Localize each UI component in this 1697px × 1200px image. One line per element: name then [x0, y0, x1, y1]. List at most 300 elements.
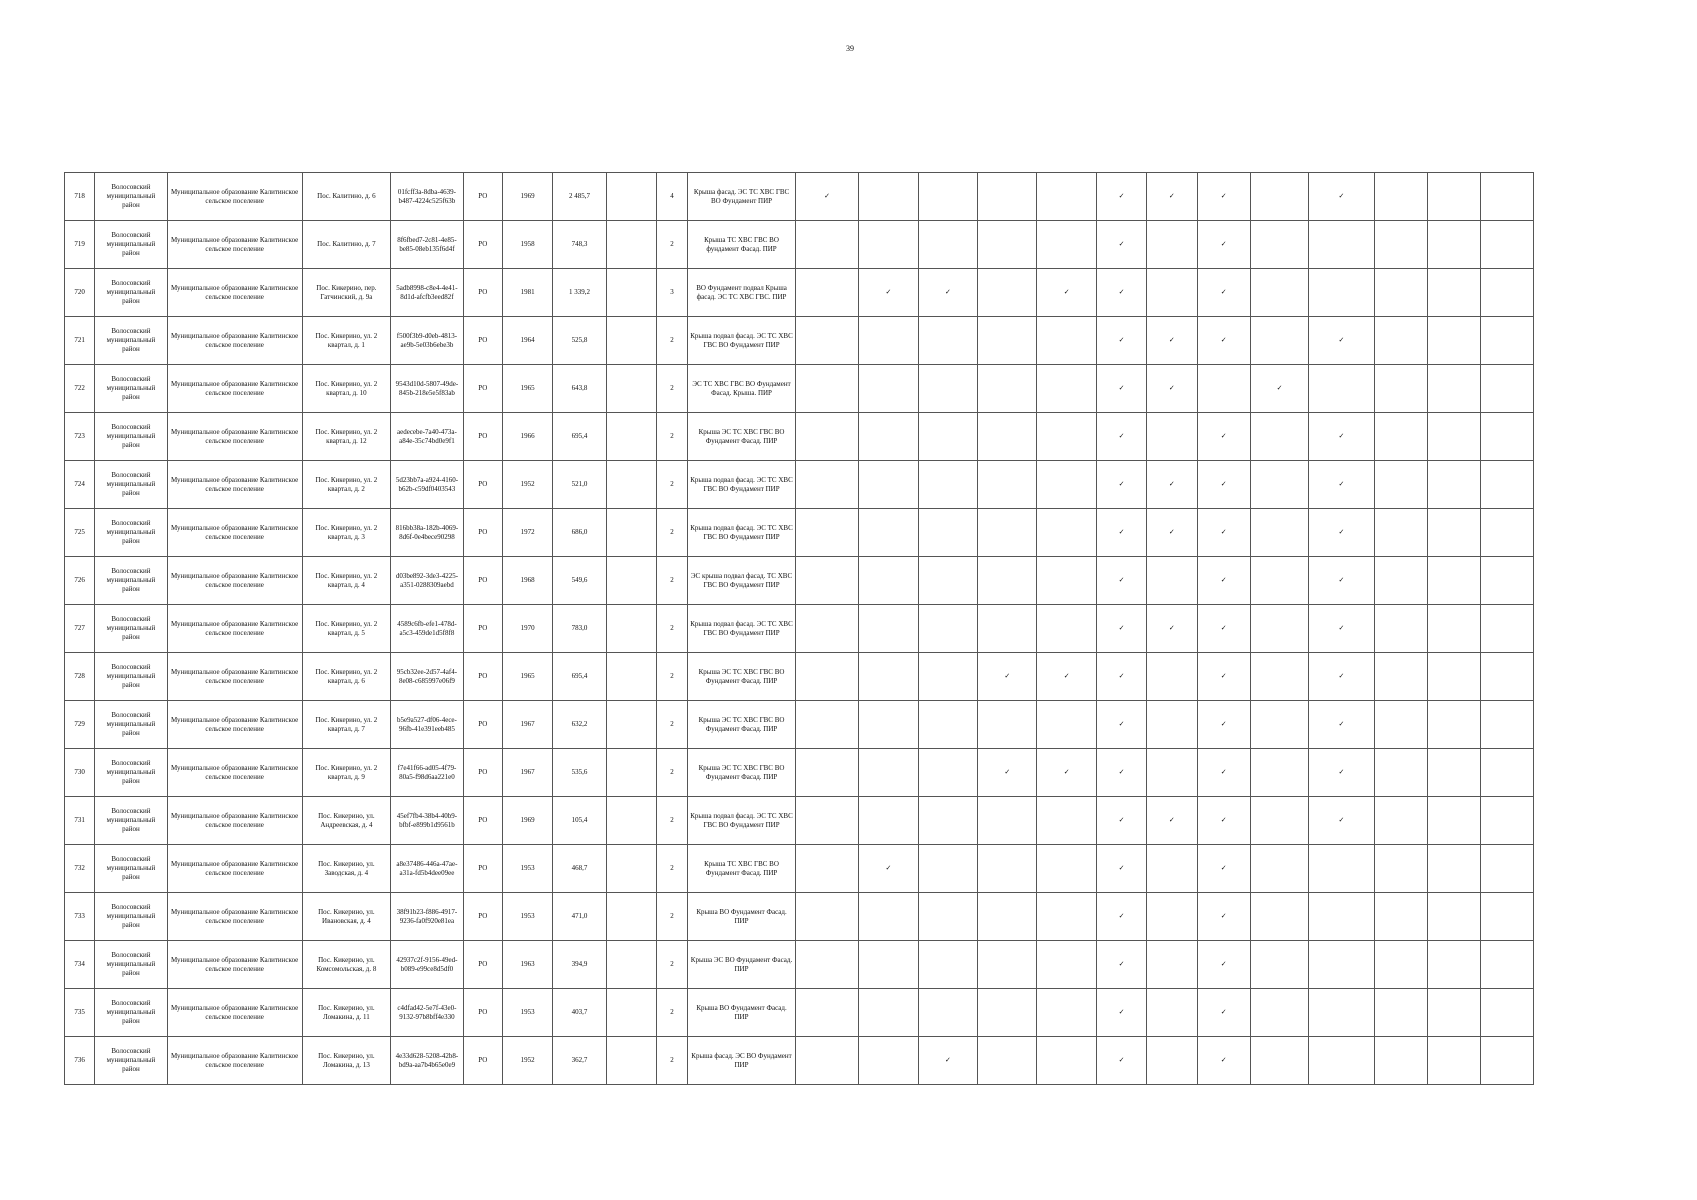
- empty-check-cell: [1250, 701, 1308, 749]
- check-mark-icon: ✓: [1309, 317, 1374, 365]
- empty-check-cell: [1481, 845, 1534, 893]
- check-mark-icon: ✓: [1096, 269, 1146, 317]
- empty-check-cell: [1481, 1037, 1534, 1085]
- empty-check-cell: [1147, 1037, 1197, 1085]
- check-mark-icon: ✓: [1197, 413, 1250, 461]
- row-number: 722: [65, 365, 95, 413]
- empty-check-cell: [1428, 653, 1481, 701]
- empty-check-cell: [859, 797, 918, 845]
- empty-check-cell: [918, 365, 977, 413]
- check-mark-icon: ✓: [1096, 509, 1146, 557]
- empty-check-cell: [978, 797, 1037, 845]
- empty-check-cell: [1428, 605, 1481, 653]
- check-mark-icon: ✓: [1096, 989, 1146, 1037]
- floors-cell: 2: [656, 605, 687, 653]
- floors-cell: 2: [656, 749, 687, 797]
- area-cell: 748,3: [553, 221, 606, 269]
- house-guid-cell: f500f3b9-d0eb-4813-ae9b-5e03b6ebe3b: [391, 317, 463, 365]
- empty-check-cell: [918, 461, 977, 509]
- empty-check-cell: [1037, 941, 1096, 989]
- empty-cell: [606, 461, 656, 509]
- empty-check-cell: [859, 605, 918, 653]
- empty-cell: [606, 413, 656, 461]
- house-guid-cell: f7e41f66-ad05-4f79-80a5-f98d6aa221e0: [391, 749, 463, 797]
- empty-check-cell: [1250, 989, 1308, 1037]
- empty-cell: [606, 269, 656, 317]
- empty-cell: [606, 605, 656, 653]
- check-mark-icon: ✓: [1197, 845, 1250, 893]
- check-mark-icon: ✓: [1037, 269, 1096, 317]
- empty-check-cell: [1309, 269, 1374, 317]
- address-cell: Пос. Кикерино, ул. 2 квартал, д. 9: [302, 749, 391, 797]
- address-cell: Пос. Кикерино, ул. Комсомольская, д. 8: [302, 941, 391, 989]
- check-mark-icon: ✓: [1197, 269, 1250, 317]
- check-mark-icon: ✓: [1309, 797, 1374, 845]
- empty-check-cell: [1037, 317, 1096, 365]
- empty-check-cell: [1147, 701, 1197, 749]
- municipality-cell: Муниципальное образование Калитинское сельское поселение: [167, 413, 302, 461]
- empty-check-cell: [978, 989, 1037, 1037]
- empty-check-cell: [978, 461, 1037, 509]
- empty-check-cell: [859, 1037, 918, 1085]
- floors-cell: 2: [656, 509, 687, 557]
- empty-check-cell: [1428, 941, 1481, 989]
- empty-check-cell: [1428, 989, 1481, 1037]
- check-mark-icon: ✓: [1309, 605, 1374, 653]
- works-list-cell: Крыша ТС ХВС ГВС ВО Фундамент Фасад. ПИР: [688, 845, 796, 893]
- empty-check-cell: [795, 653, 858, 701]
- empty-check-cell: [978, 941, 1037, 989]
- house-guid-cell: a8e37486-446a-47ae-a31a-fd5b4dee09ee: [391, 845, 463, 893]
- empty-check-cell: [1428, 557, 1481, 605]
- check-mark-icon: ✓: [1096, 653, 1146, 701]
- empty-check-cell: [978, 845, 1037, 893]
- table-row: [65, 509, 1534, 557]
- district-cell: Волосовский муниципальный район: [95, 221, 167, 269]
- empty-check-cell: [859, 653, 918, 701]
- empty-cell: [606, 317, 656, 365]
- floors-cell: 2: [656, 317, 687, 365]
- table-row: [65, 893, 1534, 941]
- empty-check-cell: [1481, 797, 1534, 845]
- fund-type-cell: РО: [463, 701, 502, 749]
- empty-check-cell: [1428, 749, 1481, 797]
- address-cell: Пос. Кикерино, ул. 2 квартал, д. 1: [302, 317, 391, 365]
- address-cell: Пос. Кикерино, ул. 2 квартал, д. 10: [302, 365, 391, 413]
- check-mark-icon: ✓: [1309, 749, 1374, 797]
- check-mark-icon: ✓: [1037, 653, 1096, 701]
- empty-check-cell: [1374, 509, 1427, 557]
- check-mark-icon: ✓: [1309, 509, 1374, 557]
- build-year-cell: 1972: [502, 509, 552, 557]
- empty-check-cell: [1481, 317, 1534, 365]
- empty-check-cell: [1250, 413, 1308, 461]
- empty-check-cell: [1428, 845, 1481, 893]
- row-number: 720: [65, 269, 95, 317]
- row-number: 723: [65, 413, 95, 461]
- empty-check-cell: [918, 221, 977, 269]
- house-guid-cell: 42937c2f-9156-49ed-b089-e99ce8d5df0: [391, 941, 463, 989]
- district-cell: Волосовский муниципальный район: [95, 797, 167, 845]
- row-number: 727: [65, 605, 95, 653]
- build-year-cell: 1981: [502, 269, 552, 317]
- table-row: [65, 989, 1534, 1037]
- empty-check-cell: [1481, 941, 1534, 989]
- empty-check-cell: [1037, 509, 1096, 557]
- check-mark-icon: ✓: [1197, 317, 1250, 365]
- row-number: 732: [65, 845, 95, 893]
- empty-cell: [606, 653, 656, 701]
- empty-check-cell: [978, 269, 1037, 317]
- check-mark-icon: ✓: [1147, 317, 1197, 365]
- empty-check-cell: [1481, 701, 1534, 749]
- build-year-cell: 1969: [502, 797, 552, 845]
- empty-check-cell: [918, 317, 977, 365]
- municipality-cell: Муниципальное образование Калитинское сельское поселение: [167, 509, 302, 557]
- fund-type-cell: РО: [463, 605, 502, 653]
- check-mark-icon: ✓: [1096, 605, 1146, 653]
- empty-check-cell: [1250, 509, 1308, 557]
- floors-cell: 2: [656, 941, 687, 989]
- empty-check-cell: [1374, 989, 1427, 1037]
- district-cell: Волосовский муниципальный район: [95, 509, 167, 557]
- table-row: [65, 317, 1534, 365]
- empty-check-cell: [1037, 461, 1096, 509]
- address-cell: Пос. Кикерино, пер. Гатчинский, д. 9а: [302, 269, 391, 317]
- floors-cell: 2: [656, 797, 687, 845]
- empty-check-cell: [918, 797, 977, 845]
- row-number: 721: [65, 317, 95, 365]
- floors-cell: 2: [656, 845, 687, 893]
- district-cell: Волосовский муниципальный район: [95, 989, 167, 1037]
- fund-type-cell: РО: [463, 365, 502, 413]
- area-cell: 105,4: [553, 797, 606, 845]
- check-mark-icon: ✓: [795, 173, 858, 221]
- fund-type-cell: РО: [463, 461, 502, 509]
- empty-check-cell: [1481, 989, 1534, 1037]
- empty-check-cell: [918, 173, 977, 221]
- municipality-cell: Муниципальное образование Калитинское сельское поселение: [167, 605, 302, 653]
- works-list-cell: Крыша ЭС ТС ХВС ГВС ВО Фундамент Фасад. ПИР: [688, 653, 796, 701]
- house-guid-cell: 4589c6fb-efe1-478d-a5c3-459de1d5f8f8: [391, 605, 463, 653]
- fund-type-cell: РО: [463, 269, 502, 317]
- build-year-cell: 1965: [502, 653, 552, 701]
- empty-check-cell: [795, 893, 858, 941]
- empty-cell: [606, 749, 656, 797]
- row-number: 734: [65, 941, 95, 989]
- empty-check-cell: [978, 509, 1037, 557]
- empty-cell: [606, 509, 656, 557]
- address-cell: Пос. Кикерино, ул. Андреевская, д. 4: [302, 797, 391, 845]
- works-list-cell: Крыша подвал фасад. ЭС ТС ХВС ГВС ВО Фундамент ПИР: [688, 317, 796, 365]
- empty-check-cell: [1481, 893, 1534, 941]
- address-cell: Пос. Кикерино, ул. Ломакина, д. 13: [302, 1037, 391, 1085]
- address-cell: Пос. Кикерино, ул. 2 квартал, д. 4: [302, 557, 391, 605]
- floors-cell: 2: [656, 1037, 687, 1085]
- area-cell: 632,2: [553, 701, 606, 749]
- empty-check-cell: [918, 749, 977, 797]
- empty-check-cell: [859, 173, 918, 221]
- empty-check-cell: [918, 605, 977, 653]
- area-cell: 695,4: [553, 653, 606, 701]
- table-row: [65, 365, 1534, 413]
- empty-check-cell: [1037, 797, 1096, 845]
- empty-check-cell: [1374, 557, 1427, 605]
- house-guid-cell: b5e9a527-df06-4ece-96fb-41e391eeb485: [391, 701, 463, 749]
- area-cell: 403,7: [553, 989, 606, 1037]
- empty-check-cell: [1037, 845, 1096, 893]
- check-mark-icon: ✓: [1197, 605, 1250, 653]
- check-mark-icon: ✓: [1096, 557, 1146, 605]
- empty-check-cell: [1374, 365, 1427, 413]
- empty-check-cell: [978, 413, 1037, 461]
- empty-check-cell: [978, 317, 1037, 365]
- row-number: 724: [65, 461, 95, 509]
- empty-check-cell: [918, 557, 977, 605]
- empty-cell: [606, 893, 656, 941]
- municipality-cell: Муниципальное образование Калитинское сельское поселение: [167, 941, 302, 989]
- empty-check-cell: [1428, 365, 1481, 413]
- address-cell: Пос. Кикерино, ул. 2 квартал, д. 6: [302, 653, 391, 701]
- empty-check-cell: [795, 317, 858, 365]
- area-cell: 643,8: [553, 365, 606, 413]
- fund-type-cell: РО: [463, 413, 502, 461]
- empty-check-cell: [1481, 413, 1534, 461]
- table-row: [65, 941, 1534, 989]
- district-cell: Волосовский муниципальный район: [95, 941, 167, 989]
- empty-check-cell: [1428, 269, 1481, 317]
- empty-check-cell: [1147, 653, 1197, 701]
- empty-check-cell: [918, 845, 977, 893]
- floors-cell: 2: [656, 701, 687, 749]
- build-year-cell: 1958: [502, 221, 552, 269]
- empty-check-cell: [1147, 269, 1197, 317]
- empty-check-cell: [859, 749, 918, 797]
- empty-check-cell: [1428, 413, 1481, 461]
- empty-check-cell: [1428, 221, 1481, 269]
- house-guid-cell: 4e33d628-5208-42b8-bd9a-aa7b4b65e0e9: [391, 1037, 463, 1085]
- empty-check-cell: [795, 797, 858, 845]
- address-cell: Пос. Калитино, д. 7: [302, 221, 391, 269]
- empty-check-cell: [1037, 365, 1096, 413]
- empty-cell: [606, 221, 656, 269]
- empty-cell: [606, 989, 656, 1037]
- empty-check-cell: [1037, 893, 1096, 941]
- page-number: 39: [846, 44, 854, 53]
- area-cell: 525,8: [553, 317, 606, 365]
- empty-check-cell: [1250, 1037, 1308, 1085]
- check-mark-icon: ✓: [1096, 941, 1146, 989]
- floors-cell: 2: [656, 893, 687, 941]
- table-row: [65, 173, 1534, 221]
- check-mark-icon: ✓: [1309, 413, 1374, 461]
- row-number: 733: [65, 893, 95, 941]
- empty-check-cell: [1374, 221, 1427, 269]
- address-cell: Пос. Кикерино, ул. 2 квартал, д. 2: [302, 461, 391, 509]
- empty-check-cell: [1037, 1037, 1096, 1085]
- check-mark-icon: ✓: [978, 749, 1037, 797]
- check-mark-icon: ✓: [1250, 365, 1308, 413]
- empty-check-cell: [1481, 605, 1534, 653]
- check-mark-icon: ✓: [1197, 989, 1250, 1037]
- address-cell: Пос. Кикерино, ул. 2 квартал, д. 3: [302, 509, 391, 557]
- empty-check-cell: [1250, 269, 1308, 317]
- empty-check-cell: [859, 509, 918, 557]
- row-number: 729: [65, 701, 95, 749]
- house-guid-cell: 5d23bb7a-a924-4160-b62b-c59df0403543: [391, 461, 463, 509]
- empty-check-cell: [795, 989, 858, 1037]
- empty-check-cell: [1309, 893, 1374, 941]
- empty-check-cell: [978, 557, 1037, 605]
- build-year-cell: 1970: [502, 605, 552, 653]
- build-year-cell: 1968: [502, 557, 552, 605]
- empty-check-cell: [1309, 365, 1374, 413]
- empty-check-cell: [1037, 173, 1096, 221]
- check-mark-icon: ✓: [1096, 173, 1146, 221]
- empty-check-cell: [1374, 941, 1427, 989]
- works-list-cell: Крыша фасад. ЭС ТС ХВС ГВС ВО Фундамент ПИР: [688, 173, 796, 221]
- floors-cell: 2: [656, 461, 687, 509]
- empty-check-cell: [1250, 173, 1308, 221]
- table-row: [65, 605, 1534, 653]
- row-number: 718: [65, 173, 95, 221]
- empty-check-cell: [918, 653, 977, 701]
- build-year-cell: 1969: [502, 173, 552, 221]
- empty-check-cell: [918, 893, 977, 941]
- empty-check-cell: [795, 1037, 858, 1085]
- municipality-cell: Муниципальное образование Калитинское сельское поселение: [167, 797, 302, 845]
- check-mark-icon: ✓: [918, 1037, 977, 1085]
- floors-cell: 2: [656, 413, 687, 461]
- check-mark-icon: ✓: [859, 845, 918, 893]
- check-mark-icon: ✓: [1147, 365, 1197, 413]
- empty-check-cell: [1428, 509, 1481, 557]
- area-cell: 468,7: [553, 845, 606, 893]
- empty-check-cell: [1250, 845, 1308, 893]
- table-row: [65, 461, 1534, 509]
- works-list-cell: Крыша ВО Фундамент Фасад. ПИР: [688, 893, 796, 941]
- works-list-cell: Крыша подвал фасад. ЭС ТС ХВС ГВС ВО Фундамент ПИР: [688, 461, 796, 509]
- empty-check-cell: [1147, 941, 1197, 989]
- row-number: 728: [65, 653, 95, 701]
- address-cell: Пос. Кикерино, ул. 2 квартал, д. 5: [302, 605, 391, 653]
- empty-check-cell: [1481, 461, 1534, 509]
- build-year-cell: 1953: [502, 989, 552, 1037]
- empty-check-cell: [1428, 461, 1481, 509]
- district-cell: Волосовский муниципальный район: [95, 1037, 167, 1085]
- empty-check-cell: [1147, 989, 1197, 1037]
- fund-type-cell: РО: [463, 557, 502, 605]
- row-number: 719: [65, 221, 95, 269]
- empty-check-cell: [1374, 845, 1427, 893]
- build-year-cell: 1967: [502, 701, 552, 749]
- works-list-cell: ВО Фундамент подвал Крыша фасад. ЭС ТС ХВС ГВС. ПИР: [688, 269, 796, 317]
- house-guid-cell: 95cb32ee-2d57-4af4-8e08-c685997e06f9: [391, 653, 463, 701]
- empty-check-cell: [1374, 269, 1427, 317]
- district-cell: Волосовский муниципальный район: [95, 893, 167, 941]
- row-number: 735: [65, 989, 95, 1037]
- empty-cell: [606, 845, 656, 893]
- check-mark-icon: ✓: [1197, 173, 1250, 221]
- area-cell: 2 485,7: [553, 173, 606, 221]
- district-cell: Волосовский муниципальный район: [95, 317, 167, 365]
- empty-check-cell: [859, 317, 918, 365]
- empty-check-cell: [1374, 701, 1427, 749]
- district-cell: Волосовский муниципальный район: [95, 653, 167, 701]
- address-cell: Пос. Кикерино, ул. 2 квартал, д. 7: [302, 701, 391, 749]
- fund-type-cell: РО: [463, 893, 502, 941]
- empty-check-cell: [1374, 797, 1427, 845]
- empty-cell: [606, 797, 656, 845]
- municipality-cell: Муниципальное образование Калитинское сельское поселение: [167, 461, 302, 509]
- check-mark-icon: ✓: [1096, 749, 1146, 797]
- address-cell: Пос. Кикерино, ул. Ломакина, д. 11: [302, 989, 391, 1037]
- table-row: [65, 701, 1534, 749]
- empty-check-cell: [859, 413, 918, 461]
- works-list-cell: Крыша подвал фасад. ЭС ТС ХВС ГВС ВО Фундамент ПИР: [688, 509, 796, 557]
- empty-check-cell: [918, 989, 977, 1037]
- district-cell: Волосовский муниципальный район: [95, 845, 167, 893]
- empty-check-cell: [918, 509, 977, 557]
- district-cell: Волосовский муниципальный район: [95, 413, 167, 461]
- empty-check-cell: [1147, 557, 1197, 605]
- table-row: [65, 557, 1534, 605]
- check-mark-icon: ✓: [1197, 557, 1250, 605]
- district-cell: Волосовский муниципальный район: [95, 365, 167, 413]
- empty-check-cell: [1481, 269, 1534, 317]
- check-mark-icon: ✓: [1096, 365, 1146, 413]
- table-row: [65, 221, 1534, 269]
- area-cell: 1 339,2: [553, 269, 606, 317]
- fund-type-cell: РО: [463, 221, 502, 269]
- empty-check-cell: [1374, 653, 1427, 701]
- empty-check-cell: [978, 1037, 1037, 1085]
- check-mark-icon: ✓: [1197, 653, 1250, 701]
- area-cell: 521,0: [553, 461, 606, 509]
- empty-check-cell: [978, 173, 1037, 221]
- house-guid-cell: 9543d10d-5807-49de-845b-218e5e5f83ab: [391, 365, 463, 413]
- empty-cell: [606, 941, 656, 989]
- area-cell: 535,6: [553, 749, 606, 797]
- table-row: [65, 845, 1534, 893]
- table-row: [65, 269, 1534, 317]
- empty-check-cell: [795, 605, 858, 653]
- build-year-cell: 1952: [502, 461, 552, 509]
- empty-check-cell: [1428, 1037, 1481, 1085]
- empty-check-cell: [1374, 1037, 1427, 1085]
- empty-check-cell: [978, 221, 1037, 269]
- empty-check-cell: [859, 557, 918, 605]
- row-number: 730: [65, 749, 95, 797]
- empty-check-cell: [1037, 221, 1096, 269]
- empty-check-cell: [1250, 317, 1308, 365]
- check-mark-icon: ✓: [859, 269, 918, 317]
- municipality-cell: Муниципальное образование Калитинское сельское поселение: [167, 1037, 302, 1085]
- municipality-cell: Муниципальное образование Калитинское сельское поселение: [167, 269, 302, 317]
- empty-check-cell: [1374, 413, 1427, 461]
- empty-check-cell: [795, 749, 858, 797]
- works-list-cell: Крыша подвал фасад. ЭС ТС ХВС ГВС ВО Фундамент ПИР: [688, 797, 796, 845]
- check-mark-icon: ✓: [1096, 221, 1146, 269]
- build-year-cell: 1967: [502, 749, 552, 797]
- build-year-cell: 1964: [502, 317, 552, 365]
- empty-check-cell: [1374, 173, 1427, 221]
- district-cell: Волосовский муниципальный район: [95, 557, 167, 605]
- check-mark-icon: ✓: [1096, 845, 1146, 893]
- fund-type-cell: РО: [463, 653, 502, 701]
- check-mark-icon: ✓: [1309, 653, 1374, 701]
- table-row: [65, 653, 1534, 701]
